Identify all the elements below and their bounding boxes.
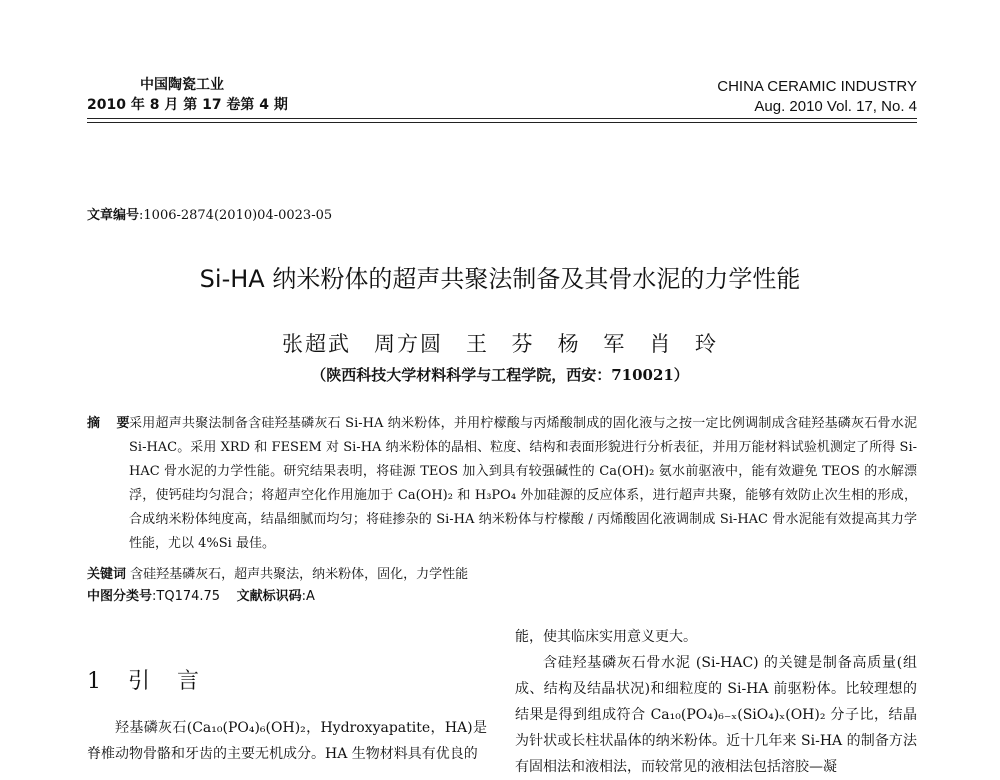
body-left-paragraph: 羟基磷灰石(Ca₁₀(PO₄)₆(OH)₂，Hydroxyapatite，HA)是脊椎动物骨骼和牙齿的主要无机成分。HA 生物材料具有优良的 <box>87 720 487 762</box>
classification <box>87 585 315 604</box>
affiliation: （陕西科技大学材料科学与工程学院，西安：710021） <box>311 366 689 384</box>
keywords-label: 关键词 <box>87 567 127 582</box>
keywords-text: 含硅羟基磷灰石，超声共聚法，纳米粉体，固化，力学性能 <box>130 567 469 582</box>
clc-label: 中图分类号 <box>87 589 153 604</box>
body-right-paragraph-2: 含硅羟基磷灰石骨水泥 (Si-HAC) 的关键是制备高质量(组成、结构及结晶状况)和细粒度的 Si-HA 前驱粉体。比较理想的结果是得到组成符合 Ca₁₀(PO₄)₆₋ₓ(SiO₄)ₓ(OH)₂ 分子比，结晶为针状或长柱状晶体的纳米粉体。近十几年来 Si-HA 的制备方法有固相法和液相法，而较常见的液相法包括溶胶—凝 <box>515 655 917 775</box>
section-heading: 1 引 言 <box>87 669 209 694</box>
journal-title-en: CHINA CERAMIC INDUSTRY <box>717 78 917 95</box>
clc-value: :TQ174.75 <box>152 589 221 604</box>
author-list: 张超武 周方圆 王 芬 杨 军 肖 玲 <box>281 332 719 356</box>
header-rule-top <box>87 118 917 119</box>
body-right-paragraph-1: 能，使其临床实用意义更大。 <box>515 629 697 645</box>
doc-code-label: 文献标识码 <box>236 589 302 604</box>
header-rule-bottom <box>87 122 917 123</box>
issue-info-en: Aug. 2010 Vol. 17, No. 4 <box>754 98 917 115</box>
article-number-value: :1006-2874(2010)04-0023-05 <box>139 208 333 223</box>
journal-title-cn: 中国陶瓷工业 <box>140 77 224 93</box>
doc-code-value: :A <box>301 589 315 604</box>
article-number <box>87 204 332 223</box>
keywords <box>87 563 468 582</box>
abstract <box>87 412 917 556</box>
paper-title: Si-HA 纳米粉体的超声共聚法制备及其骨水泥的力学性能 <box>199 265 801 293</box>
article-number-label: 文章编号 <box>87 208 140 223</box>
abstract-text: 采用超声共聚法制备含硅羟基磷灰石 Si-HA 纳米粉体，并用柠檬酸与丙烯酸制成的固化液与之按一定比例调制成含硅羟基磷灰石骨水泥 Si-HAC。采用 XRD 和 FESEM 对 Si-HA 纳米粉体的晶相、粒度、结构和表面形貌进行分析表征，并用万能材料试验机测定了所得 Si-HAC 骨水泥的力学性能。研究结果表明，将硅源 TEOS 加入到具有较强碱性的 Ca(OH)₂ 氨水前驱液中，能有效避免 TEOS 的水解漂浮，使钙硅均匀混合；将超声空化作用施加于 Ca(OH)₂ 和 H₃PO₄ 外加硅源的反应体系，进行超声共聚，能够有效防止次生相的形成，合成纳米粉体纯度高，结晶细腻而均匀；将硅掺杂的 Si-HA 纳米粉体与柠檬酸 / 丙烯酸固化液调制成 Si-HAC 骨水泥能有效提高其力学性能，尤以 4%Si 最佳。 <box>129 416 917 551</box>
body-right-column <box>515 624 917 780</box>
abstract-label: 摘 要 <box>87 416 136 431</box>
issue-info-cn: 2010 年 8 月 第 17 卷第 4 期 <box>87 97 288 113</box>
